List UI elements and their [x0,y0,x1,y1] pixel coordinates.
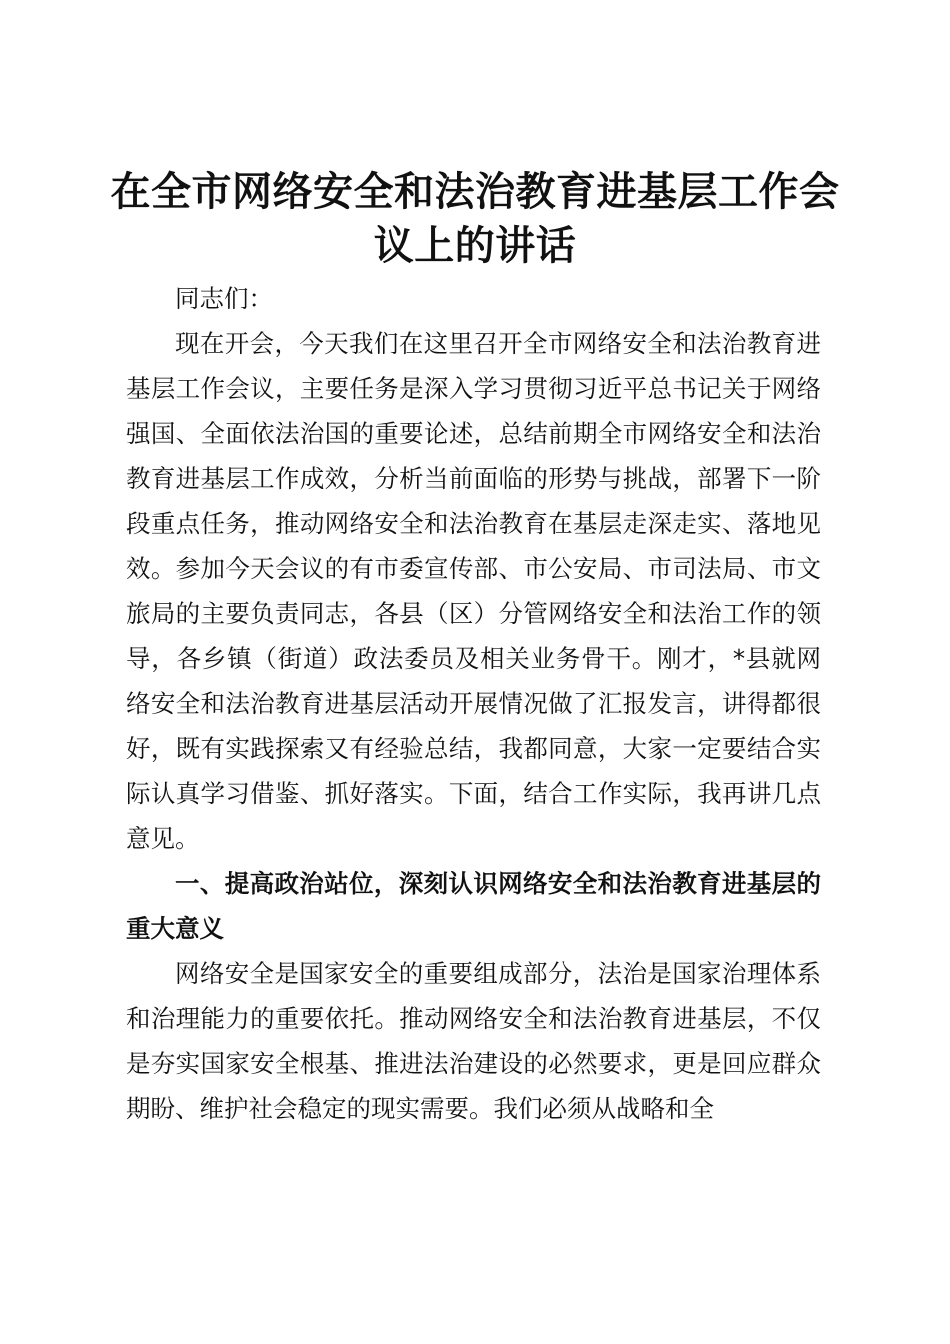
paragraph: 网络安全是国家安全的重要组成部分，法治是国家治理体系和治理能力的重要依托。推动网络安全和法治教育进基层，不仅是夯实国家安全根基、推进法治建设的必然要求，更是回应群众期盼、维护社会稳定的现实需要。我们必须从战略和全 [126,959,821,1123]
document-title: 在全市网络安全和法治教育进基层工作会议上的讲话 [110,169,840,269]
document-body [126,276,821,1131]
paragraph: 现在开会，今天我们在这里召开全市网络安全和法治教育进基层工作会议，主要任务是深入学习贯彻习近平总书记关于网络强国、全面依法治国的重要论述，总结前期全市网络安全和法治教育进基层工作成效，分析当前面临的形势与挑战，部署下一阶段重点任务，推动网络安全和法治教育在基层走深走实、落地见效。参加今天会议的有市委宣传部、市公安局、市司法局、市文旅局的主要负责同志，各县（区）分管网络安全和法治工作的领导，各乡镇（街道）政法委员及相关业务骨干。刚才，*县就网络安全和法治教育进基层活动开展情况做了汇报发言，讲得都很好，既有实践探索又有经验总结，我都同意，大家一定要结合实际认真学习借鉴、抓好落实。下面，结合工作实际，我再讲几点意见。 [126,329,821,853]
section-heading: 一、提高政治站位，深刻认识网络安全和法治教育进基层的重大意义 [126,869,821,943]
salutation: 同志们： [175,284,273,313]
